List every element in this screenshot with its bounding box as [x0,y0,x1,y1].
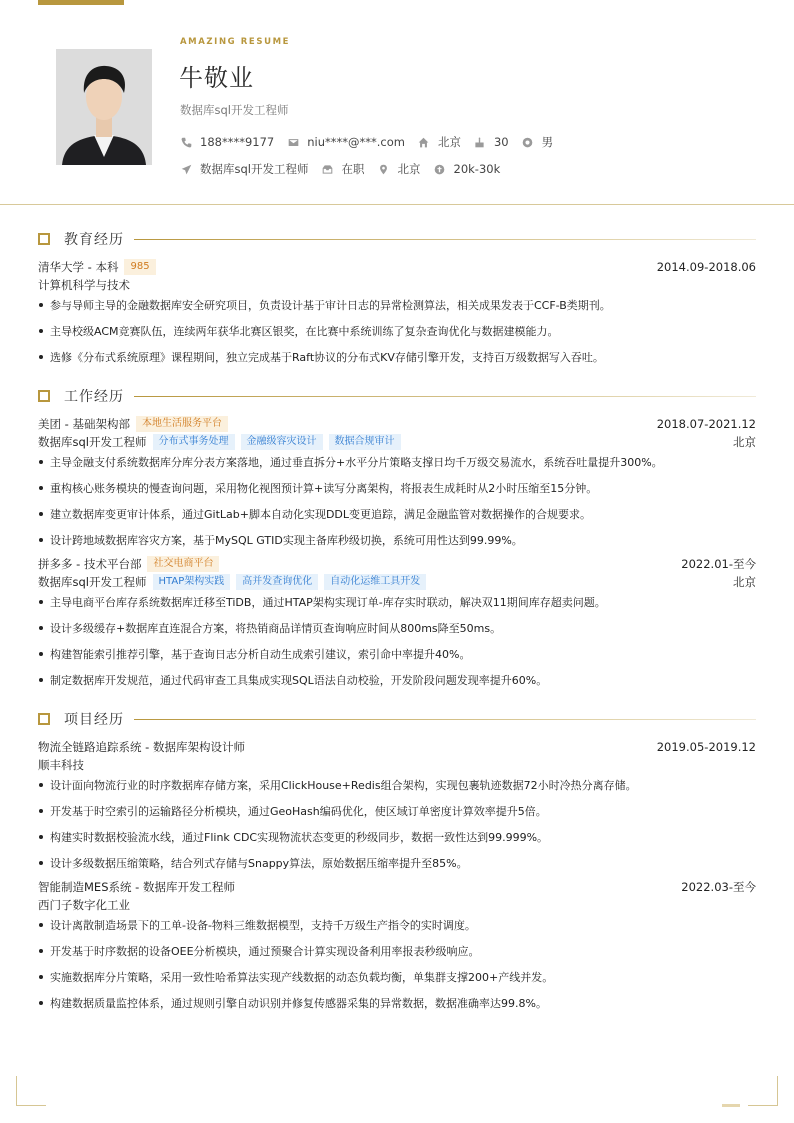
project-header-row [38,739,756,755]
skill-tag: 分布式事务处理 [153,434,235,450]
intent-row [180,161,513,177]
skill-tag: 数据合规审计 [329,434,401,450]
job-date: 2022.01-至今 [681,557,756,571]
project-date: 2019.05-2019.12 [656,740,756,754]
project-name: 智能制造MES系统 - 数据库开发工程师 [38,880,235,894]
target-city-info [378,161,421,177]
phone-info [180,135,274,149]
gender-icon [522,136,534,148]
age-value: 30 [493,135,509,149]
company-tag: 社交电商平台 [147,556,219,572]
list-item: 制定数据库开发规范，通过代码审查工具集成实现SQL语法自动校验，开发阶段问题发现率提升60%。 [38,672,756,688]
list-item: 主导金融支付系统数据库分库分表方案落地，通过垂直拆分+水平分片策略支撑日均千万级交易流水，系统吞吐量提升300%。 [38,454,756,470]
cake-icon [474,136,486,148]
inbox-icon [322,163,334,175]
list-item: 设计多级缓存+数据库直连混合方案，将热销商品详情页查询响应时间从800ms降至50ms。 [38,620,756,636]
company-name: 拼多多 - 技术平台部 [38,557,142,571]
email-address: niu****@***.com [307,135,405,149]
job-status: 在职 [341,162,365,176]
job-header-row [38,416,756,432]
section-title: 教育经历 [64,232,124,248]
square-bullet-icon [38,713,50,725]
candidate-name: 牛敬业 [179,64,254,92]
gender-value: 男 [541,135,554,149]
section-title: 工作经历 [64,389,124,405]
gender-info [522,134,554,150]
section-rule [134,396,756,397]
square-bullet-icon [38,390,50,402]
home-icon [418,136,430,148]
target-city: 北京 [397,162,421,176]
target-position-info [180,161,309,177]
target-position: 数据库sql开发工程师 [200,162,309,176]
job-role: 数据库sql开发工程师 [38,435,147,449]
list-item: 构建智能索引推荐引擎，基于查询日志分析自动生成索引建议，索引命中率提升40%。 [38,646,756,662]
job-header-row [38,556,756,572]
corner-ornament-left [16,1076,46,1106]
education-section-heading [38,229,756,249]
contact-row [180,134,566,150]
project-org-row [38,757,756,773]
job-city: 北京 [733,435,756,449]
list-item: 开发基于时序数据的设备OEE分析模块，通过预聚合计算实现设备利用率报表秒级响应。 [38,943,756,959]
work-section-heading [38,386,756,406]
salary-range: 20k-30k [453,162,501,176]
skill-tag: 金融级容灾设计 [241,434,323,450]
brand-label: AMAZING RESUME [180,37,291,47]
section-rule [134,719,756,720]
list-item: 参与导师主导的金融数据库安全研究项目，负责设计基于审计日志的异常检测算法，相关成果发表于CCF-B类期刊。 [38,297,756,313]
residence-info [418,134,461,150]
money-icon [434,163,446,175]
profile-photo [56,49,152,165]
email-info [287,135,405,149]
square-bullet-icon [38,233,50,245]
corner-ornament-right [748,1076,778,1106]
header-divider [0,204,794,205]
job-role-row [38,574,756,590]
project-date: 2022.03-至今 [681,880,756,894]
list-item: 设计离散制造场景下的工单-设备-物料三维数据模型，支持千万级生产指令的实时调度。 [38,917,756,933]
job-title: 数据库sql开发工程师 [180,103,289,117]
bottom-accent-mark [722,1104,740,1107]
age-info [474,135,509,149]
company-tag: 本地生活服务平台 [136,416,228,432]
project-name: 物流全链路追踪系统 - 数据库架构设计师 [38,740,245,754]
residence-city: 北京 [437,135,461,149]
job-role-row [38,434,756,450]
education-header-row [38,259,756,275]
job-status-info [322,161,365,177]
list-item: 设计跨地域数据库容灾方案，基于MySQL GTID实现主备库秒级切换，系统可用性达到99.99%。 [38,532,756,548]
top-accent-bar [38,0,124,5]
section-title: 项目经历 [64,712,124,728]
project-org: 顺丰科技 [38,758,84,772]
job-date: 2018.07-2021.12 [656,417,756,431]
job-city: 北京 [733,575,756,589]
project-org-row [38,897,756,913]
list-item: 构建数据质量监控体系，通过规则引擎自动识别并修复传感器采集的异常数据，数据准确率达99.8%。 [38,995,756,1011]
major: 计算机科学与技术 [38,278,130,292]
list-item: 设计多级数据压缩策略，结合列式存储与Snappy算法，原始数据压缩率提升至85%。 [38,855,756,871]
list-item: 选修《分布式系统原理》课程期间，独立完成基于Raft协议的分布式KV存储引擎开发，支持百万级数据写入吞吐。 [38,349,756,365]
send-icon [180,163,192,175]
list-item: 主导电商平台库存系统数据库迁移至TiDB，通过HTAP架构实现订单-库存实时联动，解决双11期间库存超卖问题。 [38,594,756,610]
job-role: 数据库sql开发工程师 [38,575,147,589]
school-tag: 985 [124,259,155,275]
location-pin-icon [378,163,390,175]
list-item: 设计面向物流行业的时序数据库存储方案，采用ClickHouse+Redis组合架构，实现包裹轨迹数据72小时冷热分离存储。 [38,777,756,793]
skill-tag: HTAP架构实践 [153,574,231,590]
section-rule [134,239,756,240]
education-major-row [38,277,756,293]
project-header-row [38,879,756,895]
list-item: 实施数据库分片策略，采用一致性哈希算法实现产线数据的动态负载均衡，单集群支撑200+产线并发。 [38,969,756,985]
phone-icon [180,136,192,148]
list-item: 建立数据库变更审计体系，通过GitLab+脚本自动化实现DDL变更追踪，满足金融监管对数据操作的合规要求。 [38,506,756,522]
school-name: 清华大学 - 本科 [38,260,119,274]
skill-tag: 高并发查询优化 [236,574,318,590]
skill-tag: 自动化运维工具开发 [324,574,426,590]
company-name: 美团 - 基础架构部 [38,417,130,431]
list-item: 主导校级ACM竞赛队伍，连续两年获华北赛区银奖，在比赛中系统训练了复杂查询优化与数据建模能力。 [38,323,756,339]
list-item: 重构核心账务模块的慢查询问题，采用物化视图预计算+读写分离架构，将报表生成耗时从2小时压缩至15分钟。 [38,480,756,496]
mail-icon [287,136,299,148]
projects-section-heading [38,709,756,729]
project-org: 西门子数字化工业 [38,898,130,912]
education-date: 2014.09-2018.06 [656,260,756,274]
list-item: 构建实时数据校验流水线，通过Flink CDC实现物流状态变更的秒级同步，数据一致性达到99.999%。 [38,829,756,845]
salary-info [434,162,501,176]
phone-number: 188****9177 [200,135,275,149]
list-item: 开发基于时空索引的运输路径分析模块，通过GeoHash编码优化，使区域订单密度计算效率提升5倍。 [38,803,756,819]
